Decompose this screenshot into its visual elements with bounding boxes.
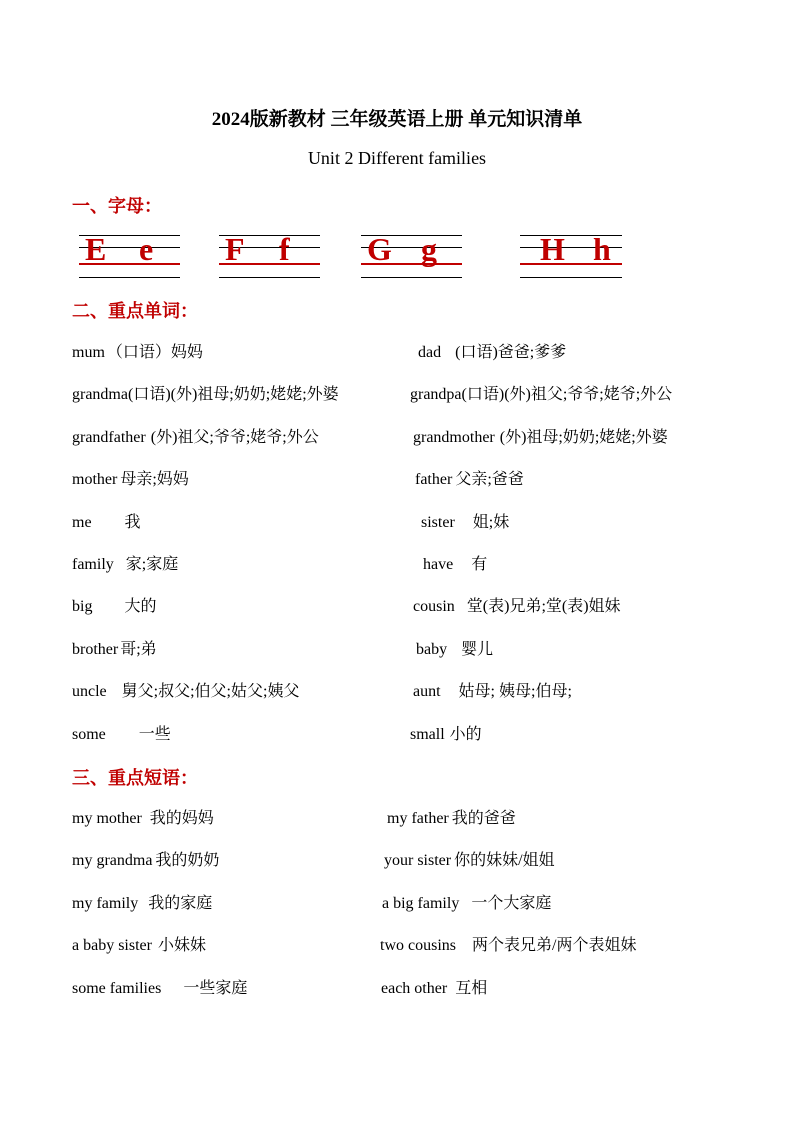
- phrase-entry: [380, 932, 636, 955]
- phrase-chinese: 我的家庭: [148, 894, 213, 912]
- word-english: grandma: [72, 386, 128, 404]
- word-entry: [423, 551, 487, 574]
- phrase-english: my grandma: [72, 852, 153, 870]
- word-entry: [418, 339, 566, 362]
- word-english: sister: [421, 513, 455, 531]
- word-english: big: [72, 598, 93, 616]
- phrase-entry: [387, 805, 516, 828]
- word-row: [0, 636, 794, 660]
- phrase-chinese: 互相: [455, 979, 488, 997]
- word-chinese: 婴儿: [461, 640, 494, 658]
- word-row: [0, 339, 794, 363]
- word-english: some: [72, 725, 106, 743]
- phrase-chinese: 我的妈妈: [149, 810, 214, 827]
- word-row: [0, 509, 794, 533]
- phrase-english: my mother: [72, 810, 142, 827]
- page-title: 2024版新教材 三年级英语上册 单元知识清单: [211, 109, 583, 130]
- guide-line: [361, 277, 462, 278]
- lowercase-letter: g: [421, 231, 437, 267]
- word-english: cousin: [413, 598, 455, 616]
- word-english: brother: [72, 640, 119, 658]
- word-english: me: [72, 513, 92, 531]
- word-entry: [72, 509, 141, 532]
- word-chinese: 有: [471, 556, 488, 573]
- word-chinese: (口语)(外)祖母;奶奶;姥姥;外婆: [127, 386, 339, 404]
- uppercase-letter: F: [225, 231, 245, 267]
- word-entry: [410, 381, 672, 404]
- phrase-row: [0, 932, 794, 956]
- word-english: father: [415, 471, 453, 489]
- phrase-english: a baby sister: [72, 937, 152, 955]
- word-chinese: 舅父;叔父;伯父;姑父;姨父: [121, 683, 300, 701]
- word-row: [0, 593, 794, 617]
- letter-group-e: [79, 232, 180, 280]
- word-entry: [72, 678, 299, 701]
- phrase-row: [0, 890, 794, 914]
- phrase-english: my family: [72, 894, 139, 912]
- word-entry: [410, 721, 482, 744]
- uppercase-letter: E: [85, 231, 107, 267]
- unit-subtitle: Unit 2 Different families: [307, 148, 487, 168]
- phrase-entry: [72, 932, 206, 955]
- guide-line: [520, 277, 622, 278]
- phrase-entry: [382, 890, 551, 913]
- word-chinese: 父亲;爸爸: [455, 471, 524, 489]
- word-english: have: [423, 556, 454, 573]
- phrase-row: [0, 805, 794, 829]
- uppercase-letter: H: [540, 231, 565, 267]
- word-row: [0, 551, 794, 575]
- word-chinese: 姐;妹: [472, 513, 510, 531]
- phrase-row: [0, 975, 794, 999]
- word-row: [0, 381, 794, 405]
- word-chinese: (口语)爸爸;爹爹: [455, 344, 567, 361]
- phrase-english: each other: [381, 979, 448, 997]
- word-chinese: 家;家庭: [125, 556, 179, 573]
- phrase-english: some families: [72, 979, 162, 997]
- phrase-entry: [72, 805, 214, 828]
- phrase-english: your sister: [384, 852, 452, 870]
- word-english: grandmother: [413, 428, 495, 446]
- word-english: grandfather: [72, 428, 146, 446]
- letter-group-f: [219, 232, 320, 280]
- section-words-heading: 二、重点单词：: [72, 301, 198, 321]
- letters-practice-lines: [0, 232, 794, 282]
- word-english: family: [72, 556, 114, 573]
- phrase-chinese: 一些家庭: [183, 979, 248, 997]
- word-entry: [413, 678, 572, 701]
- phrase-row: [0, 847, 794, 871]
- word-english: small: [410, 725, 445, 743]
- word-english: mum: [72, 344, 105, 361]
- phrase-entry: [384, 847, 555, 870]
- phrase-chinese: 你的妹妹/姐姐: [454, 852, 555, 870]
- word-english: baby: [416, 640, 448, 658]
- lowercase-letter: f: [279, 231, 290, 267]
- letter-group-g: [361, 232, 462, 280]
- phrase-chinese: 两个表兄弟/两个表姐妹: [472, 937, 637, 955]
- lowercase-letter: e: [139, 231, 154, 267]
- phrase-english: my father: [387, 810, 449, 827]
- word-row: [0, 678, 794, 702]
- phrase-entry: [72, 847, 219, 870]
- word-chinese: 小的: [449, 725, 482, 743]
- phrase-chinese: 小妹妹: [157, 937, 206, 955]
- word-entry: [421, 509, 509, 532]
- lowercase-letter: h: [593, 231, 611, 267]
- word-chinese: 大的: [124, 598, 157, 616]
- word-entry: [72, 381, 339, 404]
- word-chinese: (外)祖父;爷爷;姥爷;外公: [150, 428, 319, 446]
- word-row: [0, 721, 794, 745]
- word-chinese: (口语)(外)祖父;爷爷;姥爷;外公: [461, 386, 673, 404]
- word-entry: [416, 636, 493, 659]
- word-chinese: (外)祖母;奶奶;姥姥;外婆: [499, 428, 668, 446]
- word-chinese: 堂(表)兄弟;堂(表)姐妹: [466, 598, 621, 616]
- word-entry: [72, 636, 157, 659]
- word-entry: [72, 593, 156, 616]
- phrase-entry: [381, 975, 487, 998]
- phrase-entry: [72, 890, 212, 913]
- word-entry: [415, 466, 524, 489]
- uppercase-letter: G: [367, 231, 392, 267]
- letter-group-h: [520, 232, 622, 280]
- guide-line: [79, 277, 180, 278]
- word-chinese: 哥;弟: [120, 640, 157, 658]
- word-chinese: 我: [124, 513, 141, 531]
- word-english: aunt: [413, 683, 441, 701]
- word-english: mother: [72, 471, 118, 489]
- word-chinese: 一些: [138, 725, 171, 743]
- word-chinese: （口语）妈妈: [106, 344, 203, 361]
- word-english: grandpa: [410, 386, 462, 404]
- phrase-chinese: 一个大家庭: [471, 894, 552, 912]
- word-row: [0, 466, 794, 490]
- section-phrases-heading: 三、重点短语：: [72, 768, 198, 788]
- phrase-english: two cousins: [380, 937, 456, 955]
- word-entry: [72, 339, 203, 362]
- guide-line: [219, 277, 320, 278]
- word-row: [0, 424, 794, 448]
- word-entry: [72, 466, 189, 489]
- word-english: dad: [418, 344, 442, 361]
- word-entry: [413, 593, 621, 616]
- phrase-english: a big family: [382, 894, 460, 912]
- word-english: uncle: [72, 683, 107, 701]
- word-chinese: 母亲;妈妈: [120, 471, 189, 489]
- word-entry: [72, 424, 319, 447]
- phrase-chinese: 我的爸爸: [451, 810, 516, 827]
- word-chinese: 姑母; 姨母;伯母;: [458, 683, 572, 701]
- word-entry: [72, 551, 178, 574]
- section-letters-heading: 一、字母：: [72, 196, 162, 216]
- phrase-entry: [72, 975, 247, 998]
- word-entry: [72, 721, 171, 744]
- word-entry: [413, 424, 668, 447]
- phrase-chinese: 我的奶奶: [155, 852, 220, 870]
